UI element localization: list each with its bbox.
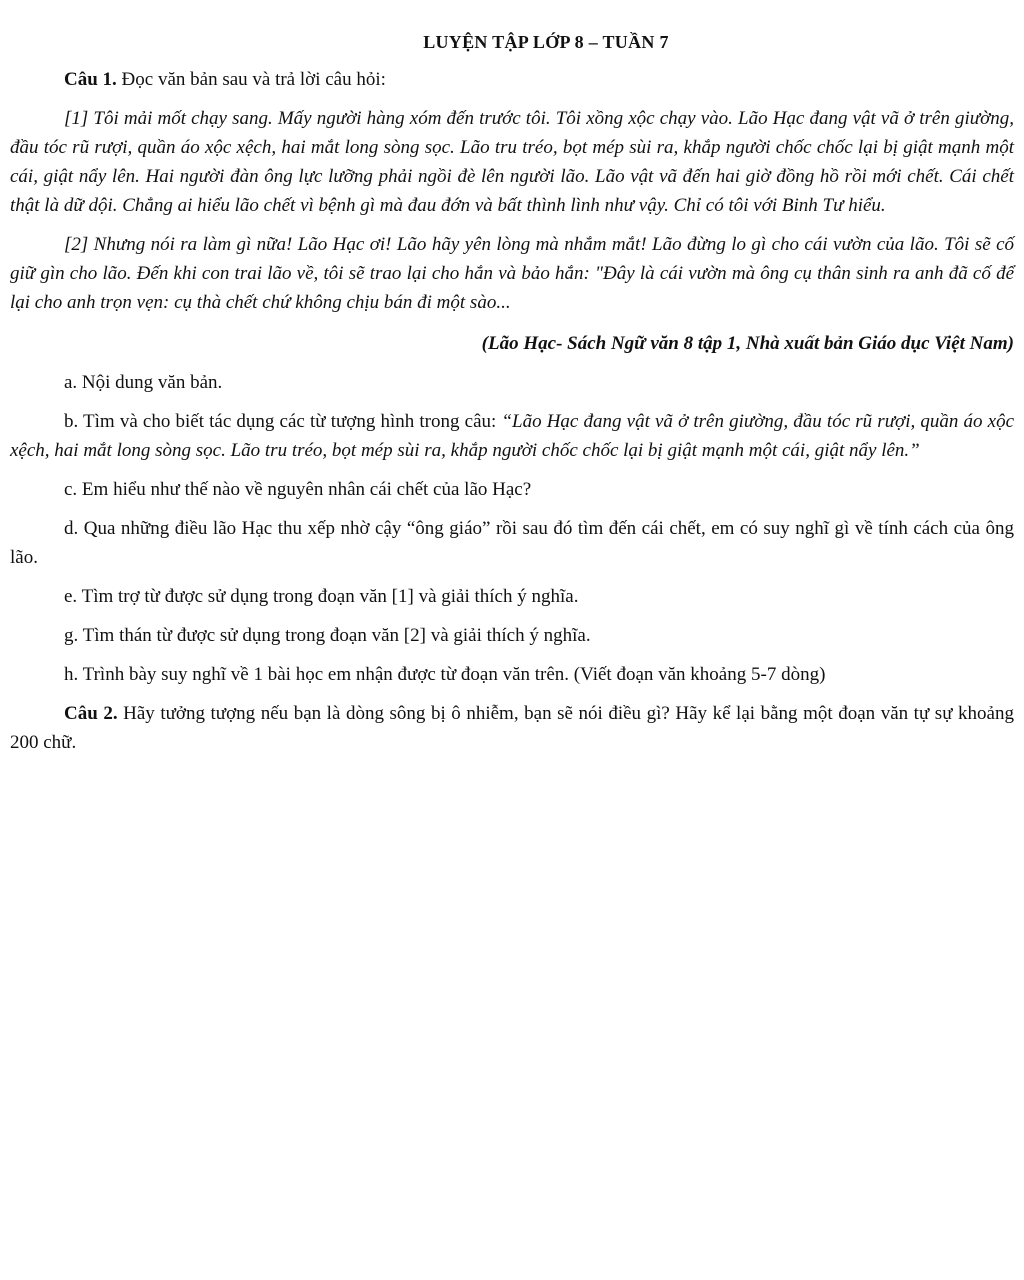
question-d: d. Qua những điều lão Hạc thu xếp nhờ cậy “ông giáo” rồi sau đó tìm đến cái chết, em có suy nghĩ gì về tính cách của ông lão. (10, 518, 1014, 568)
passage-source: (Lão Hạc- Sách Ngữ văn 8 tập 1, Nhà xuất bản Giáo dục Việt Nam) (481, 333, 1014, 354)
passage-paragraph-1: [1] Tôi mải mốt chạy sang. Mấy người hàng xóm đến trước tôi. Tôi xồng xộc chạy vào. Lão Hạc đang vật vã ở trên giường, đầu tóc rũ rượi, quần áo xộc xệch, hai mắt long sòng sọc. Lão tru tréo, bọt mép sùi ra, khắp người chốc chốc lại bị giật mạnh một cái, giật nẩy lên. Hai người đàn ông lực lưỡng phải ngồi đè lên người lão. Lão vật vã đến hai giờ đồng hồ rồi mới chết. Cái chết thật là dữ dội. Chẳng ai hiểu lão chết vì bệnh gì mà đau đớn và bất thình lình như vậy. Chỉ có tôi với Binh Tư hiểu. (10, 108, 1014, 216)
question-b (10, 407, 1014, 465)
question-b-text: b. Tìm và cho biết tác dụng các từ tượng hình trong câu: (64, 411, 502, 432)
worksheet-page (10, 28, 1014, 757)
question-g: g. Tìm thán từ được sử dụng trong đoạn văn [2] và giải thích ý nghĩa. (64, 625, 591, 646)
passage-paragraph-2: [2] Nhưng nói ra làm gì nữa! Lão Hạc ơi! Lão hãy yên lòng mà nhắm mắt! Lão đừng lo gì cho cái vườn của lão. Tôi sẽ cố giữ gìn cho lão. Đến khi con trai lão về, tôi sẽ trao lại cho hắn và bảo hắn: "Đây là cái vườn mà ông cụ thân sinh ra anh đã cố để lại cho anh trọn vẹn: cụ thà chết chứ không chịu bán đi một sào... (10, 234, 1014, 313)
question-a: a. Nội dung văn bản. (64, 372, 223, 393)
question-2 (10, 699, 1014, 757)
question-b-quote: “Lão Hạc đang vật vã ở trên giường, đầu tóc rũ rượi, quần áo xộc xệch, hai mắt long sòng sọc. Lão tru tréo, bọt mép sùi ra, khắp người chốc chốc lại bị giật mạnh một cái, giật nẩy lên.” (10, 411, 1015, 461)
question-h: h. Trình bày suy nghĩ về 1 bài học em nhận được từ đoạn văn trên. (Viết đoạn văn khoảng 5-7 dòng) (64, 664, 826, 685)
question-2-prompt: Hãy tưởng tượng nếu bạn là dòng sông bị ô nhiễm, bạn sẽ nói điều gì? Hãy kể lại bằng một đoạn văn tự sự khoảng 200 chữ. (10, 703, 1014, 753)
question-1-label: Câu 1. (64, 69, 117, 90)
page-title: LUYỆN TẬP LỚP 8 – TUẦN 7 (423, 32, 669, 52)
question-e: e. Tìm trợ từ được sử dụng trong đoạn văn [1] và giải thích ý nghĩa. (64, 586, 579, 607)
question-c: c. Em hiểu như thế nào về nguyên nhân cái chết của lão Hạc? (64, 479, 532, 500)
question-1-prompt: Đọc văn bản sau và trả lời câu hỏi: (116, 69, 386, 90)
question-2-label: Câu 2. (64, 703, 118, 724)
question-1-heading (10, 65, 1014, 94)
